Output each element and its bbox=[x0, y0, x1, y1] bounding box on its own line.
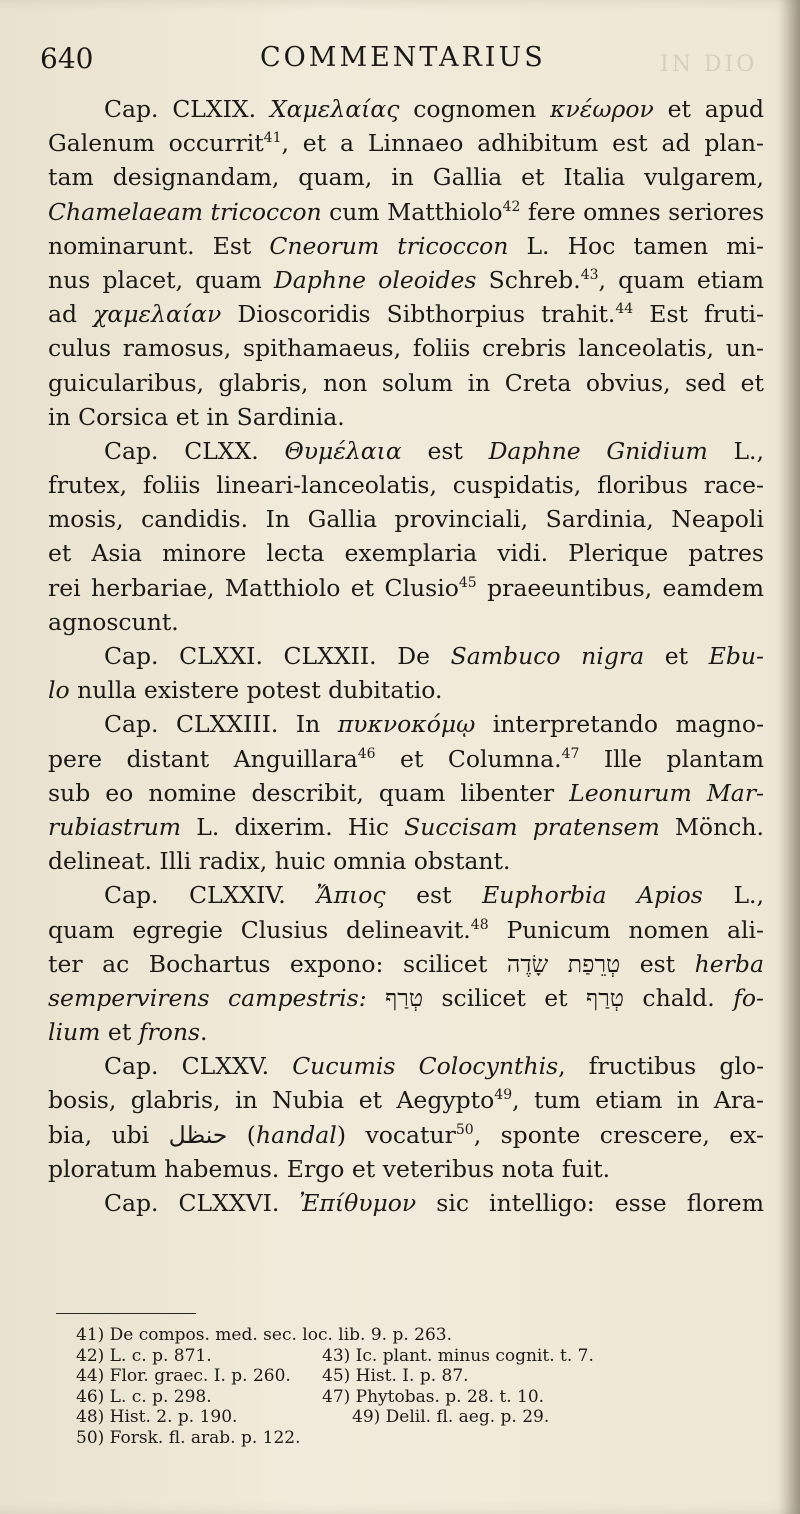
text-line: Cap. CLXXIII. In πυκνοκόμῳ interpretando magno- bbox=[104, 710, 765, 739]
footnote-row bbox=[76, 1325, 452, 1346]
footnote-row bbox=[76, 1386, 545, 1408]
footnote: 42) L. c. p. 871. bbox=[76, 1345, 212, 1366]
text-line: bosis, glabris, in Nubia et Aegypto$^{49}$, tum etiam in Ara- bbox=[48, 1086, 764, 1115]
footnote: 47) Phytobas. p. 28. t. 10. bbox=[322, 1386, 545, 1407]
page-edge-shadow bbox=[778, 0, 800, 1514]
page-number: 640 bbox=[40, 42, 94, 75]
text-line: Cap. CLXXVI. Ἐπίθυμον sic intelligo: esse florem bbox=[104, 1189, 764, 1217]
text-line: culus ramosus, spithamaeus, foliis crebris lanceolatis, un- bbox=[48, 334, 764, 363]
text-line: frutex, foliis lineari-lanceolatis, cuspidatis, floribus race- bbox=[48, 471, 764, 500]
text-line: guicularibus, glabris, non solum in Creta obvius, sed et bbox=[48, 368, 764, 397]
footnote-row bbox=[76, 1428, 452, 1449]
text-line: Cap. CLXXV. Cucumis Colocynthis, fructibus glo- bbox=[104, 1052, 765, 1081]
footnote: 45) Hist. I. p. 87. bbox=[322, 1366, 469, 1387]
footnote: 44) Flor. graec. I. p. 260. bbox=[76, 1366, 291, 1387]
footnotes bbox=[76, 1325, 594, 1449]
footnote: 46) L. c. p. 298. bbox=[76, 1386, 212, 1407]
text-line: ter ac Bochartus expono: scilicet טְרֵפַת שָׂדֶה est herba bbox=[48, 949, 764, 978]
footnote-rule bbox=[56, 1313, 196, 1314]
text-line: sempervirens campestris: טְרַף scilicet et טְרַף chald. fo- bbox=[48, 983, 764, 1012]
footnote: 50) Forsk. fl. arab. p. 122. bbox=[76, 1427, 301, 1448]
text-line: lo nulla existere potest dubitatio. bbox=[48, 676, 443, 705]
text-line: ad χαμελαίαν Dioscoridis Sibthorpius trahit.$^{44}$ Est fruti- bbox=[48, 300, 764, 329]
text-line: Chamelaeam tricoccon cum Matthiolo$^{42}$ fere omnes seriores bbox=[48, 197, 765, 226]
footnote: 48) Hist. 2. p. 190. bbox=[76, 1407, 238, 1428]
text-line: nominarunt. Est Cneorum tricoccon L. Hoc tamen mi- bbox=[48, 231, 764, 260]
footnote: 43) Ic. plant. minus cognit. t. 7. bbox=[322, 1345, 594, 1366]
text-line: tam designandam, quam, in Gallia et Italia vulgarem, bbox=[48, 163, 764, 192]
footnote: 49) Delil. fl. aeg. p. 29. bbox=[352, 1407, 550, 1428]
text-line: pere distant Anguillara$^{46}$ et Columna.$^{47}$ Ille plantam bbox=[48, 744, 764, 773]
footnote-row bbox=[76, 1366, 469, 1387]
footnote: 41) De compos. med. sec. loc. lib. 9. p. 263. bbox=[76, 1325, 453, 1345]
text-line: in Corsica et in Sardinia. bbox=[48, 402, 345, 431]
main-text bbox=[48, 92, 764, 1220]
text-line: delineat. Illi radix, huic omnia obstant. bbox=[48, 847, 511, 876]
text-line: ploratum habemus. Ergo et veteribus nota fuit. bbox=[48, 1154, 611, 1183]
running-title: COMMENTARIUS bbox=[260, 42, 546, 73]
text-line: Cap. CLXX. Θυμέλαια est Daphne Gnidium L., bbox=[104, 436, 764, 465]
text-line: Cap. CLXXI. CLXXII. De Sambuco nigra et Ebu- bbox=[104, 642, 764, 670]
footnote-row bbox=[76, 1407, 550, 1428]
text-line: bia, ubi حنظل (handal) vocatur$^{50}$, sponte crescere, ex- bbox=[48, 1120, 764, 1149]
text-line: quam egregie Clusius delineavit.$^{48}$ Punicum nomen ali- bbox=[48, 915, 764, 944]
text-line: mosis, candidis. In Gallia provinciali, Sardinia, Neapoli bbox=[48, 505, 764, 534]
text-line: Galenum occurrit$^{41}$, et a Linnaeo adhibitum est ad plan- bbox=[48, 129, 764, 158]
text-line: rei herbariae, Matthiolo et Clusio$^{45}$ praeeuntibus, eamdem bbox=[48, 573, 764, 602]
text-line: sub eo nomine describit, quam libenter Leonurum Mar- bbox=[48, 778, 764, 807]
text-line: nus placet, quam Daphne oleoides Schreb.$^{43}$, quam etiam bbox=[48, 265, 764, 294]
text-line: Cap. CLXIX. Χαμελαίας cognomen κνέωρον et apud bbox=[104, 95, 764, 123]
footnote-row bbox=[76, 1345, 594, 1367]
bleedthrough-text: IN DIO bbox=[660, 52, 758, 77]
text-line: rubiastrum L. dixerim. Hic Succisam pratensem Mönch. bbox=[48, 812, 764, 841]
text-line: lium et frons. bbox=[48, 1018, 208, 1047]
text-line: et Asia minore lecta exemplaria vidi. Plerique patres bbox=[48, 539, 764, 568]
text-line: agnoscunt. bbox=[48, 607, 179, 636]
text-line: Cap. CLXXIV. Ἄπιος est Euphorbia Apios L., bbox=[104, 881, 764, 910]
